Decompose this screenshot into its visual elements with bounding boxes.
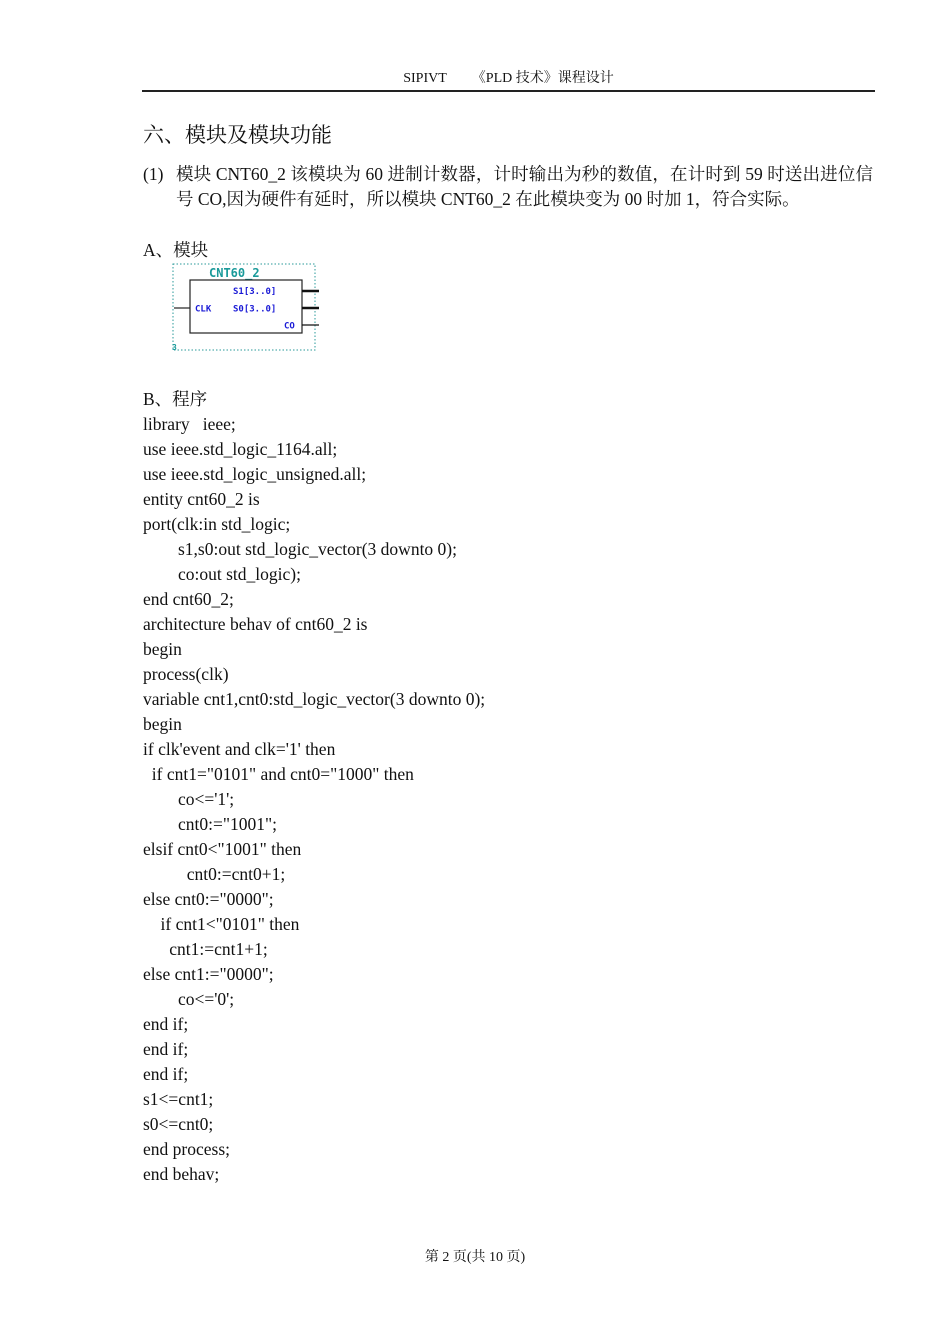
code-line: else cnt1:="0000"; [143, 964, 274, 984]
code-line: cnt0:=cnt0+1; [143, 864, 286, 884]
code-line: entity cnt60_2 is [143, 489, 260, 509]
page-footer: 第 2 页(共 10 页) [424, 1250, 526, 1265]
code-line: variable cnt1,cnt0:std_logic_vector(3 downto 0); [143, 689, 486, 709]
code-line: begin [143, 714, 182, 734]
section-title: 六、模块及模块功能 [143, 123, 332, 147]
code-line: cnt0:="1001"; [143, 814, 278, 834]
code-line: architecture behav of cnt60_2 is [143, 614, 368, 634]
code-line: end behav; [143, 1164, 220, 1184]
code-line: cnt1:=cnt1+1; [143, 939, 268, 959]
code-line: port(clk:in std_logic; [143, 514, 291, 534]
code-line: use ieee.std_logic_1164.all; [143, 439, 338, 459]
code-line: end if; [143, 1064, 189, 1084]
code-line: co<='0'; [143, 989, 235, 1009]
code-line: else cnt0:="0000"; [143, 889, 274, 909]
code-line: library ieee; [143, 414, 236, 434]
code-line: end if; [143, 1014, 189, 1034]
paragraph-number: (1) [143, 164, 164, 184]
code-line: use ieee.std_logic_unsigned.all; [143, 464, 367, 484]
code-line: co:out std_logic); [143, 564, 301, 584]
code-line: begin [143, 639, 182, 659]
pin-s1: S1[3..0] [233, 287, 277, 297]
module-description [143, 162, 873, 212]
code-line: process(clk) [143, 664, 229, 684]
code-line: end if; [143, 1039, 189, 1059]
header-right: 《PLD 技术》课程设计 [471, 71, 614, 86]
vhdl-code-block [143, 412, 485, 1187]
code-line: s1,s0:out std_logic_vector(3 downto 0); [143, 539, 458, 559]
code-line: s1<=cnt1; [143, 1089, 214, 1109]
code-line: s0<=cnt0; [143, 1114, 214, 1134]
pin-s0: S0[3..0] [233, 304, 277, 315]
code-line: elsif cnt0<"1001" then [143, 839, 302, 859]
code-line: co<='1'; [143, 789, 235, 809]
page-header [142, 70, 875, 92]
header-left: SIPIVT [403, 71, 447, 86]
code-line: if cnt1="0101" and cnt0="1000" then [143, 764, 414, 784]
module-title: CNT60_2 [209, 266, 260, 280]
corner-mark: 3 [172, 343, 177, 352]
label-module: A、模块 [143, 240, 209, 260]
module-symbol [171, 262, 321, 354]
pin-clk: CLK [195, 304, 212, 315]
code-line: end process; [143, 1139, 230, 1159]
code-line: if clk'event and clk='1' then [143, 739, 336, 759]
pin-co: CO [284, 321, 295, 332]
paragraph-text: 模块 CNT60_2 该模块为 60 进制计数器，计时输出为秒的数值，在计时到 59 时送出进位信号 CO,因为硬件有延时，所以模块 CNT60_2 在此模块变为 00 时加 1，符合实际。 [176, 164, 873, 209]
code-line: end cnt60_2; [143, 589, 234, 609]
label-program: B、程序 [143, 389, 208, 409]
code-line: if cnt1<"0101" then [143, 914, 300, 934]
